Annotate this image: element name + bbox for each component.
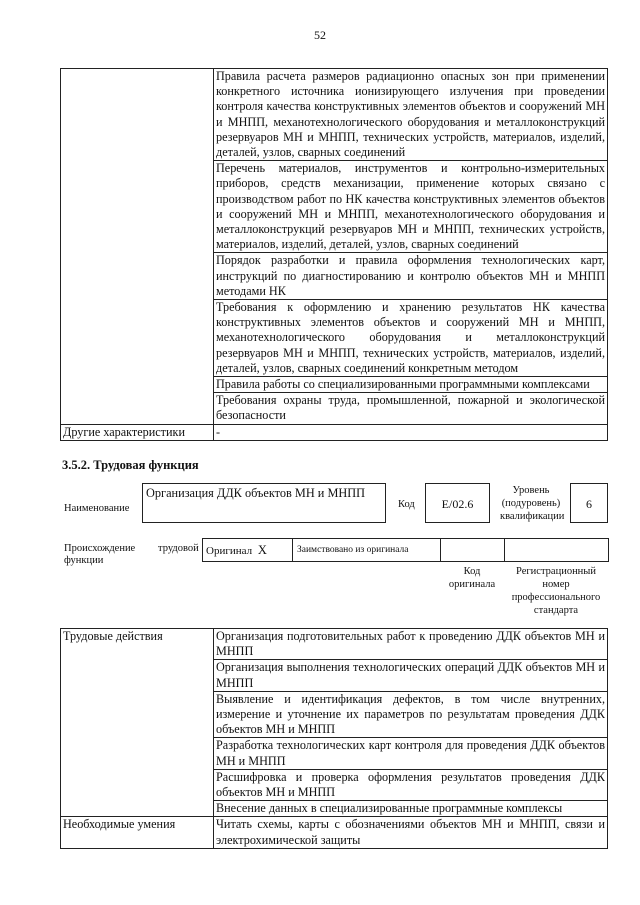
table-cell: Перечень материалов, инструментов и контрольно-измерительных приборов, средств механизации, применение которых связано с производством работ по НК качества конструктивных элементов объектов и сооружений МН и МНПП, механотехнологического оборудования и металлоконструкций резервуаров МН и МНПП, технических устройств, материалов, изделий, деталей, узлов, сварных соединений xyxy=(214,161,608,253)
table-cell: Читать схемы, карты с обозначениями объектов МН и МНПП, связи и электрохимической защиты xyxy=(214,817,608,848)
table-cell: Расшифровка и проверка оформления результатов проведения ДДК объектов МН и МНПП xyxy=(214,769,608,800)
table-cell: Внесение данных в специализированные программные комплексы xyxy=(214,801,608,817)
table-cell-empty xyxy=(61,69,214,425)
table-row xyxy=(61,424,608,440)
origin-label-2: трудовой xyxy=(158,543,199,554)
table-cell: Выявление и идентификация дефектов, в том числе внутренних, измерение и уточнение их параметров по результатам проведения ДДК объектов МН и МНПП xyxy=(214,691,608,738)
code-original-cell xyxy=(441,539,505,561)
borrowed-label: Заимствовано из оригинала xyxy=(293,539,441,561)
function-name-value: Организация ДДК объектов МН и МНПП xyxy=(142,483,386,523)
table-cell: Разработка технологических карт контроля для проведения ДДК объектов МН и МНПП xyxy=(214,738,608,769)
function-code-value: E/02.6 xyxy=(425,483,490,523)
table-row xyxy=(61,629,608,660)
code-label: Код xyxy=(398,499,415,510)
labor-actions-table xyxy=(60,628,608,849)
original-mark: X xyxy=(257,543,267,557)
table-cell: Организация подготовительных работ к проведению ДДК объектов МН и МНПП xyxy=(214,629,608,660)
table-row xyxy=(61,817,608,848)
code-original-caption: Код оригинала xyxy=(448,566,496,590)
name-label: Наименование xyxy=(64,503,130,514)
table-cell: Организация выполнения технологических операций ДДК объектов МН и МНПП xyxy=(214,660,608,691)
table-cell: Правила работы со специализированными программными комплексами xyxy=(214,377,608,393)
origin-row xyxy=(202,538,609,562)
table-row xyxy=(61,69,608,161)
origin-label-1: Происхождение xyxy=(64,543,136,554)
table-cell: - xyxy=(214,424,608,440)
table-cell: Требования охраны труда, промышленной, пожарной и экологической безопасности xyxy=(214,393,608,424)
skills-label: Необходимые умения xyxy=(61,817,214,848)
knowledge-table xyxy=(60,68,608,441)
row-label-other-characteristics: Другие характеристики xyxy=(61,424,214,440)
origin-label-3: функции xyxy=(64,555,104,566)
level-value: 6 xyxy=(570,483,608,523)
original-label: Оригинал xyxy=(206,545,253,557)
original-cell xyxy=(203,539,293,561)
table-cell: Правила расчета размеров радиационно опасных зон при применении конкретного источника ионизирующего излучения при проведении контроля качества конструктивных элементов объектов и сооружений МН и МНПП, механотехнологического оборудования и металлоконструкций резервуаров МН и МНПП, технических устройств, материалов, изделий, деталей, узлов, сварных соединений xyxy=(214,69,608,161)
level-label: Уровень (подуровень) квалификации xyxy=(500,485,565,522)
labor-actions-label: Трудовые действия xyxy=(61,629,214,817)
reg-number-cell xyxy=(505,539,608,561)
reg-number-caption: Регистрационный номер профессионального стандарта xyxy=(511,566,601,616)
table-cell: Требования к оформлению и хранению результатов НК качества конструктивных элементов объектов и сооружений МН и МНПП, механотехнологического оборудования и металлоконструкций резервуаров МН и МНПП, технических устройств, материалов, изделий, деталей, узлов, сварных соединений конкретным методом xyxy=(214,300,608,377)
table-cell: Порядок разработки и правила оформления технологических карт, инструкций по диагностированию и контролю объектов МН и МНПП методами НК xyxy=(214,253,608,300)
section-title: 3.5.2. Трудовая функция xyxy=(62,458,199,472)
page-number: 52 xyxy=(314,28,326,42)
